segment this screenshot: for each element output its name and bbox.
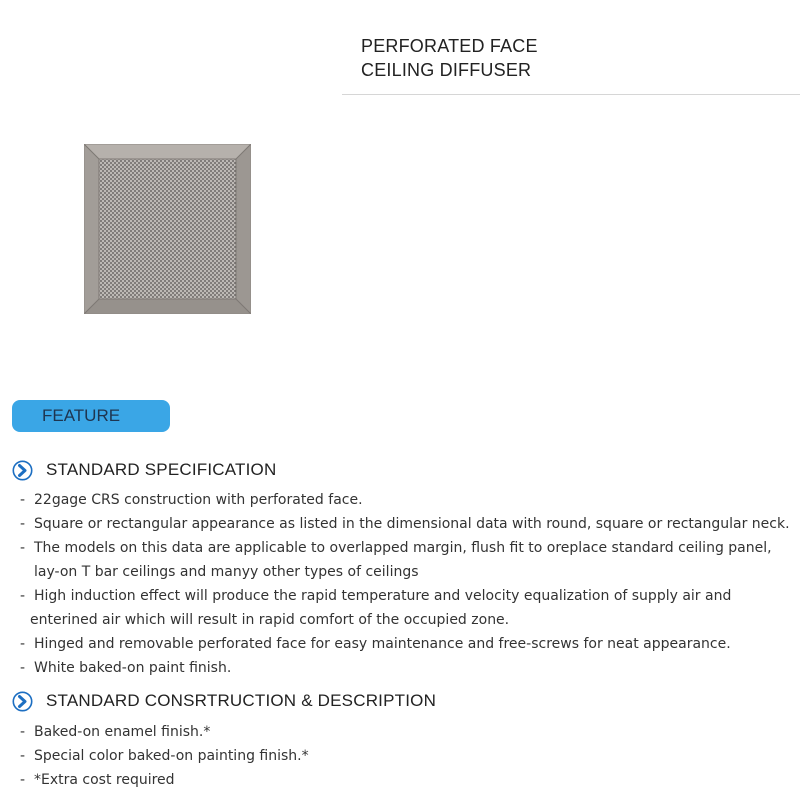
list-item-text: 22gage CRS construction with perforated face. — [34, 492, 363, 508]
list-item — [20, 536, 790, 584]
list-item-text: Baked-on enamel finish.* — [34, 724, 211, 740]
page-title — [361, 34, 538, 82]
list-item-text: Special color baked-on painting finish.* — [34, 748, 309, 764]
list-item — [20, 768, 309, 792]
list-bullet: - — [20, 492, 26, 508]
standard-specification-list — [20, 488, 790, 680]
list-bullet: - — [20, 636, 26, 652]
list-item — [20, 632, 790, 656]
feature-tab: FEATURE — [12, 400, 170, 432]
list-item-continuation: enterined air which will result in rapid comfort of the occupied zone. — [30, 612, 510, 628]
list-item — [20, 720, 309, 744]
list-item — [20, 584, 790, 632]
list-item-text: White baked-on paint finish. — [34, 660, 232, 676]
page-title-line2: CEILING DIFFUSER — [361, 60, 532, 80]
chevron-right-circle-icon — [12, 460, 33, 481]
list-item-text: The models on this data are applicable to overlapped margin, flush fit to oreplace standard ceiling panel, — [34, 540, 772, 556]
list-item-text: High induction effect will produce the rapid temperature and velocity equalization of supply air and — [34, 588, 732, 604]
list-item — [20, 512, 790, 536]
list-item-text: Square or rectangular appearance as listed in the dimensional data with round, square or rectangular neck. — [34, 516, 790, 532]
perforated-diffuser-image — [84, 144, 251, 314]
list-item — [20, 744, 309, 768]
list-bullet: - — [20, 772, 26, 788]
list-item-continuation: lay-on T bar ceilings and manyy other types of ceilings — [34, 564, 419, 580]
section-heading-standard-specification — [12, 458, 276, 482]
section-heading-label: STANDARD CONSRTRUCTION & DESCRIPTION — [46, 691, 437, 710]
chevron-right-circle-icon — [12, 691, 33, 712]
list-bullet: - — [20, 588, 26, 604]
list-item-text: *Extra cost required — [34, 772, 175, 788]
standard-construction-list — [20, 720, 309, 792]
section-heading-label: STANDARD SPECIFICATION — [46, 460, 277, 479]
section-heading-standard-construction — [12, 689, 436, 713]
page-title-line1: PERFORATED FACE — [361, 36, 538, 56]
list-item — [20, 488, 790, 512]
list-item-text: Hinged and removable perforated face for easy maintenance and free-screws for neat appearance. — [34, 636, 731, 652]
list-bullet: - — [20, 660, 26, 676]
list-item — [20, 656, 790, 680]
list-bullet: - — [20, 724, 26, 740]
title-divider — [342, 94, 800, 95]
list-bullet: - — [20, 516, 26, 532]
list-bullet: - — [20, 540, 26, 556]
list-bullet: - — [20, 748, 26, 764]
